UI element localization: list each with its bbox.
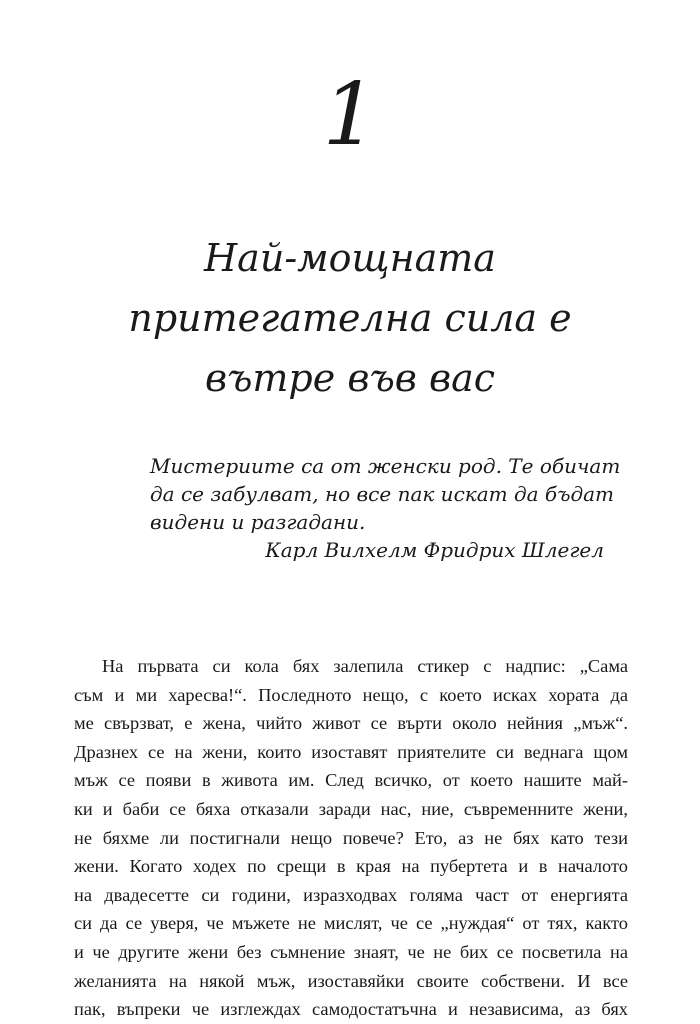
paragraph-line: пак, въпреки че изглеждах самодостатъчна и независима, аз бях <box>74 999 628 1020</box>
paragraph-line: жени. Когато ходех по срещи в края на пубертета и в началото <box>74 856 628 877</box>
paragraph-line: на двадесетте си години, изразходвах голяма част от енергията <box>74 884 628 905</box>
paragraph-line: На първата си кола бях залепила стикер с надпис: „Сама <box>102 656 628 676</box>
chapter-title-line: вътре във вас <box>204 356 496 400</box>
epigraph-author: Карл Вилхелм Фридрих Шлегел <box>265 538 604 562</box>
epigraph-line: Мистериите са от женски род. Те обичат <box>150 454 621 478</box>
paragraph-line: желанията на някой мъж, изоставяйки своите собствени. И все <box>74 970 628 991</box>
epigraph-line: видени и разгадани. <box>150 510 366 534</box>
epigraph-line: да се забулват, но все пак искат да бъдат <box>150 482 615 506</box>
chapter-title <box>60 228 640 408</box>
paragraph-line: ки и баби се бяха отказали заради нас, ние, съвременните жени, <box>74 798 628 819</box>
paragraph-line: не бяхме ли постигнали нещо повече? Ето, аз не бях като тези <box>74 827 628 848</box>
epigraph <box>150 452 621 564</box>
paragraph-line: мъж се появи в живота им. След всичко, от което нашите май- <box>74 770 628 791</box>
paragraph-line: си да се уверя, че мъжете не мислят, че се „нуждая“ от тях, както <box>74 913 628 934</box>
paragraph-line: ме свързват, е жена, чийто живот се върти около нейния „мъж“. <box>74 713 628 734</box>
paragraph-line: Дразнех се на жени, които изоставят приятелите си веднага щом <box>74 741 628 762</box>
chapter-title-line: Най-мощната <box>204 236 496 280</box>
paragraph-line: съм и ми харесва!“. Последното нещо, с което исках хората да <box>74 684 628 705</box>
paragraph-line: и че другите жени без съмнение знаят, че не бих се посветила на <box>74 941 628 962</box>
chapter-title-line: притегателна сила е <box>128 296 572 340</box>
chapter-number: 1 <box>322 65 378 165</box>
body-paragraph <box>74 652 628 1024</box>
